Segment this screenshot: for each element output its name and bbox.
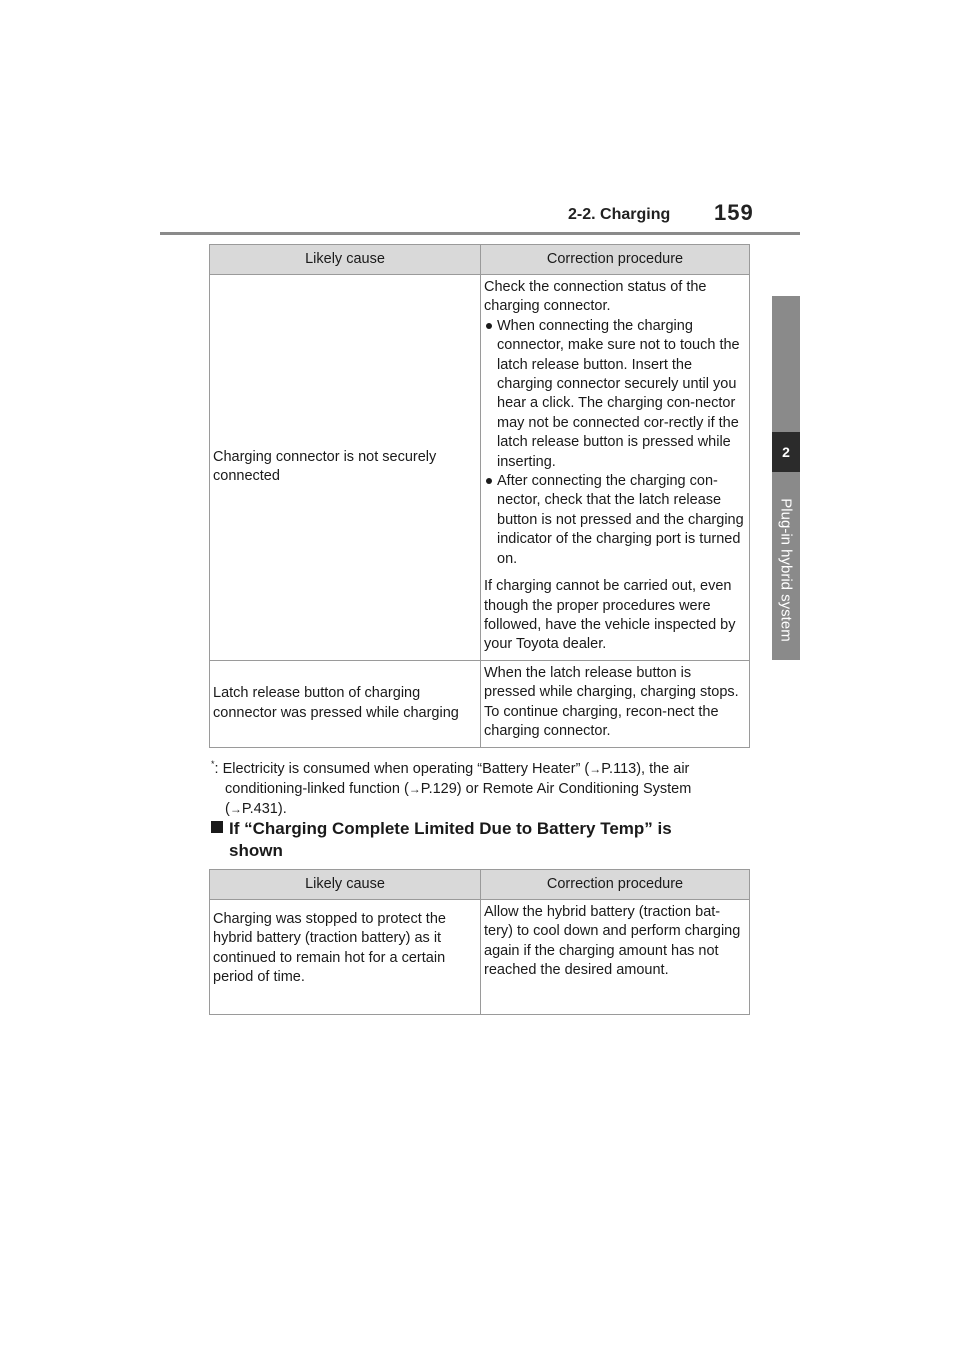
footnote-ref-1[interactable]: P.113), the air conditioning-linked function ( [225,760,690,797]
header-rule [160,232,800,235]
procedure-outro: If charging cannot be carried out, even though the proper procedures were followed, have the vehicle inspected by your Toyota dealer. [484,578,736,653]
column-header-correction-procedure: Correction procedure [481,245,750,275]
header-section-title: 2-2. Charging [568,206,671,223]
section-heading-line2: shown [229,841,283,860]
cause-cell: Charging was stopped to protect the hybrid battery (traction battery) as it continued to remain hot for a certain period of time. [210,900,481,1015]
cause-cell: Charging connector is not securely connected [210,275,481,661]
procedure-bullet: After connecting the charging con-nector, check that the latch release button is not pressed and the charging indicator of the charging port is turned on. [484,472,746,569]
procedure-cell: When the latch release button is pressed while charging, charging stops. To continue charging, recon-nect the charging connector. [481,660,750,747]
square-bullet-icon [211,821,223,833]
page-number: 159 [714,200,754,225]
procedure-cell: Allow the hybrid battery (traction bat-tery) to cool down and perform charging again if the charging amount has not reached the desired amount. [481,900,750,1015]
chapter-number: 2 [772,432,800,472]
footnote-text-1: : Electricity is consumed when operating “Battery Heater” ( [214,760,590,777]
page-ref-arrow-icon: → [229,801,242,816]
table-header-row [210,870,750,900]
table-row [210,900,750,1015]
column-header-likely-cause: Likely cause [210,245,481,275]
page-ref-arrow-icon: → [408,781,421,796]
footnote [211,754,756,819]
page-ref-arrow-icon: → [589,761,602,776]
cause-cell: Latch release button of charging connector was pressed while charging [210,660,481,747]
footnote-marker: * [211,759,215,769]
procedure-intro: Check the connection status of the charging connector. [484,279,707,315]
table-header-row [210,245,750,275]
section-heading [211,818,756,862]
procedure-bullet: When connecting the charging connector, make sure not to touch the latch release button. Insert the charging connector securely until you hear a click. The charging con-nector may not be connected cor-rectly if the latch release button is pressed while inserting. [484,317,746,472]
procedure-cell [481,275,750,661]
table-row [210,275,750,661]
footnote-ref-3[interactable]: P.431). [241,800,287,817]
column-header-correction-procedure: Correction procedure [481,870,750,900]
footnote-ref-2[interactable]: P.129) or Remote Air Conditioning System ( [225,780,692,817]
troubleshooting-table-2 [209,869,750,1015]
section-heading-line1: If “Charging Complete Limited Due to Battery Temp” is [229,819,672,838]
column-header-likely-cause: Likely cause [210,870,481,900]
procedure-bullet-list [484,317,746,569]
chapter-label-text: Plug-in hybrid system [777,498,795,642]
table-row [210,660,750,747]
troubleshooting-table-1 [209,244,750,748]
